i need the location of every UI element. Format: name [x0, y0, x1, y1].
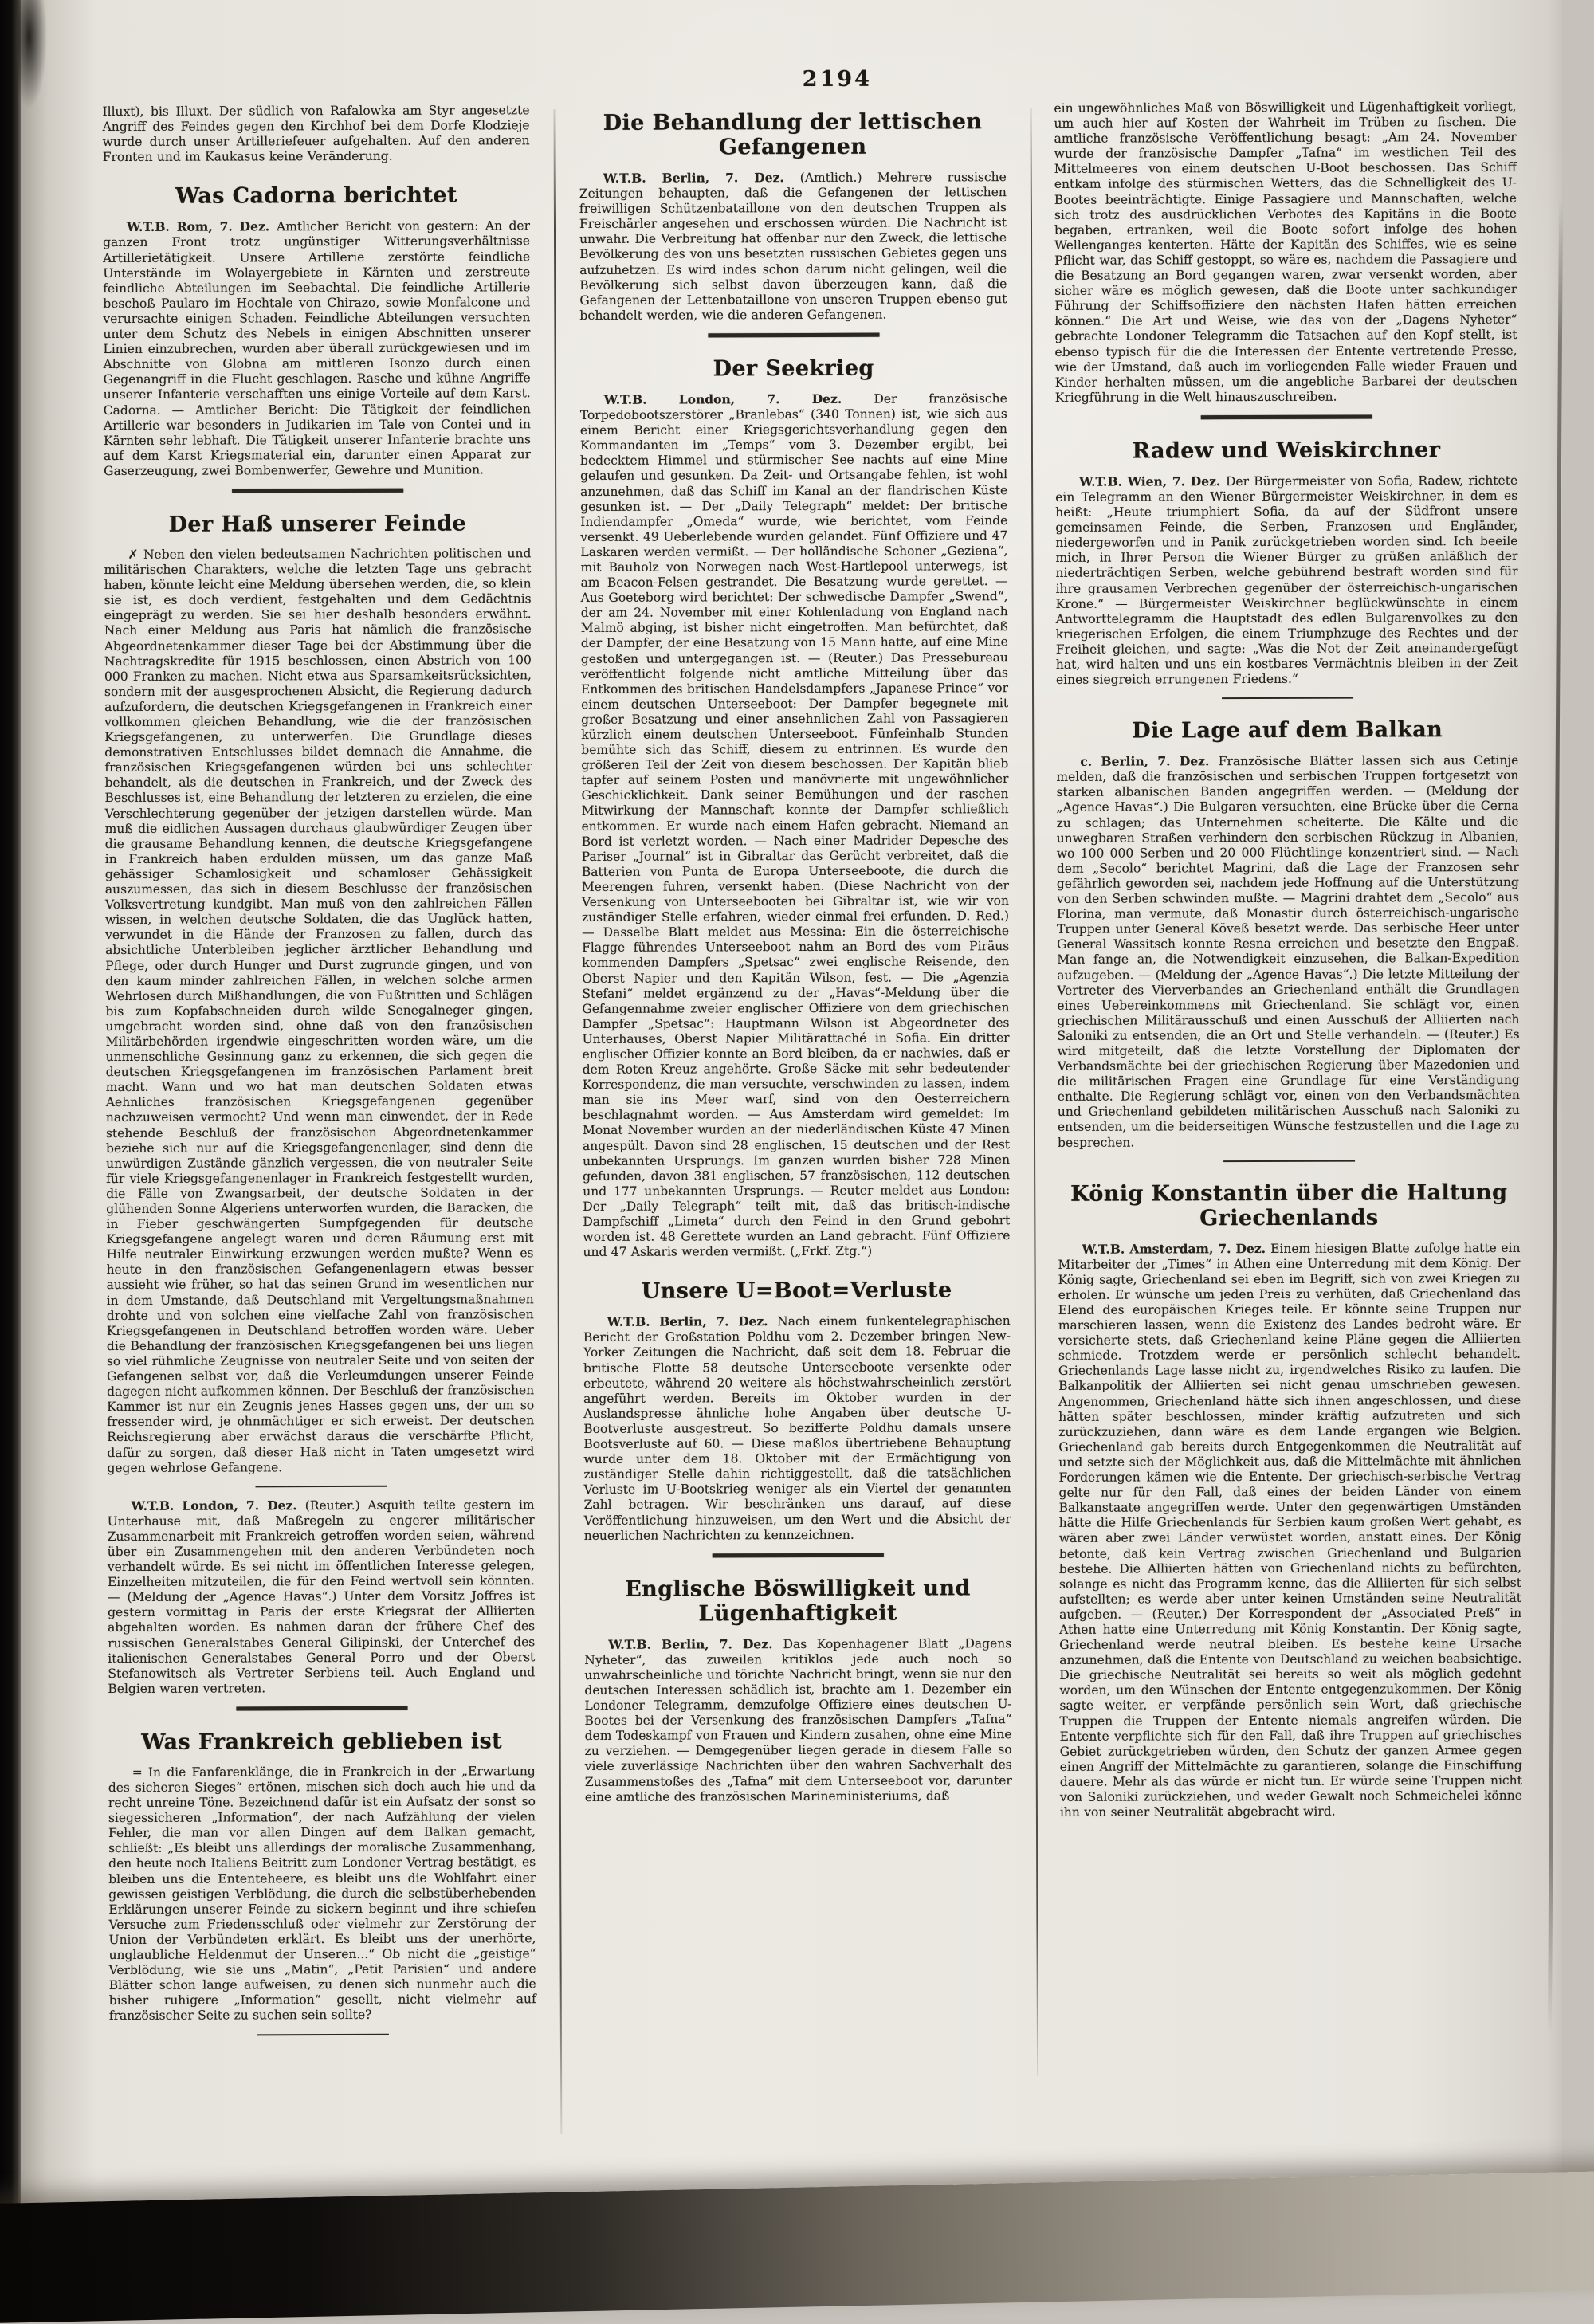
- article-paragraph: c. Berlin, 7. Dez. Französische Blätter lassen sich aus Cetinje melden, daß die französischen und serbischen Truppen fortgesetzt von starken albanischen Banden angegriffen werden. — (Meldung der „Agence Havas“.) Die Bulgaren versuchten, eine Brücke über die Cerna zu schlagen; das Unternehmen scheiterte. Die Kälte und die unwegbaren Straßen verhindern den serbischen Rückzug in Albanien, wo 100 000 Serben und 20 000 Flüchtlinge konzentriert sind. — Nach dem „Secolo“ berichtet Magrini, daß die Lage der Franzosen sehr gefährlich geworden sei, nachdem jede Hoffnung auf die Unterstützung von den Serben schwinden mußte. — Magrini drahtet dem „Secolo“ aus Florina, man vermute, daß Monastir durch österreichisch-ungarische Truppen unter General Köveß besetzt werde. Das serbische Heer unter General Wassitsch konnte Resna erreichen und besetzte den Engpaß. Man fange an, die Notwendigkeit einzusehen, die Balkan-Expedition aufzugeben. — (Meldung der „Agence Havas“.) Die letzte Mitteilung der Vertreter des Vierverbandes an Griechenland enthält die Grundlagen eines Uebereinkommens mit Griechenland. Sie schlägt vor, einen griechischen Militärausschuß und einen Ausschuß der Alliierten nach Saloniki zu entsenden, die an Ort und Stelle verhandeln. — (Reuter.) Es wird mitgeteilt, daß die letzte Vorstellung der Diplomaten der Verbandsmächte bei der griechischen Regierung über Mazedonien und die militärischen Fragen eine Grundlage für eine Verständigung enthalte. Die Regierung schlägt vor, einen von den Verbandsmächten und Griechenland gebildeten militärischen Ausschuß nach Saloniki zu entsenden, um die beiderseitigen Wünsche festzustellen und die Lage zu besprechen.: [1056, 753, 1520, 1150]
- section-divider: [1200, 414, 1372, 419]
- dateline: W.T.B. Berlin, 7. Dez.: [603, 169, 800, 186]
- article-paragraph: W.T.B. London, 7. Dez. (Reuter.) Asquith teilte gestern im Unterhause mit, daß Maßregeln zu engerer militärischer Zusammenarbeit mit Frankreich getroffen worden seien, während über ein Zusammengehen mit den anderen Verbündeten noch verhandelt würde. Es sei nicht im öffentlichen Interesse gelegen, Einzelheiten mitzuteilen, die für den Feind wertvoll sein könnten. — (Meldung der „Agence Havas“.) Unter dem Vorsitz Joffres ist gestern vormittag in Paris der erste Kriegsrat der Alliierten abgehalten worden. Es nahmen daran der frühere Chef des russischen Generalstabes General Gilipinski, der Unterchef des italienischen Generalstabes General Porro und der Oberst Stefanowitsch als Vertreter Serbiens teil. Auch England und Belgien waren vertreten.: [107, 1497, 536, 1696]
- article-headline: Der Haß unserer Feinde: [168, 511, 467, 537]
- column-3: [1054, 100, 1522, 1820]
- section-divider: [257, 2033, 388, 2035]
- article-paragraph: = In die Fanfarenklänge, die in Frankreich in der „Erwartung des sicheren Sieges“ ertönen, mischen sich doch auch hie und da recht unreine Töne. Bezeichnend dafür ist ein Aufsatz der sonst so siegessicheren „Information“, der nach Aufzählung der vielen Fehler, die man vor allen Dingen auf dem Balkan gemacht, schließt: „Es bleibt uns allerdings der moralische Zusammenhang, den heute noch Italiens Beitritt zum Londoner Vertrag bestätigt, es bleiben uns die Ententeheere, es bleibt uns die Wohlfahrt einer gewissen geistigen Verblödung, die durch die selbstüberhebenden Erklärungen unserer Feinde zu sickern beginnt und ihre schiefen Versuche zum Friedensschluß oder vielmehr zur Zerstörung der Union der Verbündeten erklärt. Es bleibt uns der unerhörte, unglaubliche Heldenmut der Unseren...“ Ob nicht die „geistige“ Verblödung, wie sie uns „Matin“, „Petit Parisien“ und andere Blätter schon lange aufweisen, zu denen sich nunmehr auch die bisher ruhigere „Information“ gesellt, nicht vielmehr auf französischer Seite zu suchen sein sollte?: [108, 1764, 536, 2024]
- article-paragraph: W.T.B. Wien, 7. Dez. Der Bürgermeister von Sofia, Radew, richtete ein Telegramm an den Wiener Bürgermeister Weiskirchner, in dem es heißt: „Heute triumphiert Sofia, da auf der Südfront unsere gemeinsamen Feinde, die Serben, Franzosen und Engländer, niedergeworfen und in Panik zurückgetrieben worden sind. Ich beeile mich, in Ihrer Person die Wiener Bürger zu grüßen anläßlich der niederträchtigen Serben, welche gebührend bestraft worden sind für ihre grausamen Verbrechen gegenüber der österreichisch-ungarischen Krone.“ — Bürgermeister Weiskirchner beglückwünschte in einem Antworttelegramm die Hauptstadt des edlen Bulgarenvolkes zu den kriegerischen Erfolgen, die einem Triumphzuge des Rechtes und der Freiheit gleichen, und sagte: „Was die Not der Zeit aneinandergefügt hat, wird halten und uns ein kostbares Vermächtnis bleiben in der Zeit eines siegreich errungenen Friedens.“: [1055, 473, 1518, 687]
- section-divider: [236, 1706, 407, 1711]
- dateline: W.T.B. Berlin, 7. Dez.: [607, 1313, 778, 1330]
- article-paragraph: W.T.B. Rom, 7. Dez. Amtlicher Bericht von gestern: An der ganzen Front trotz ungünstiger Witterungsverhältnisse Artillerietätigkeit. Unsere Artillerie zerstörte feindliche Unterstände im Wolayergebiete in Kärnten und zerstreute feindliche Abteilungen im Seebachtal. Die feindliche Artillerie beschoß Paularo im Hochtale von Chirazo, sowie Monfalcone und verursachte einigen Schaden. Feindliche Abteilungen versuchten unter dem Schutz des Nebels in einigen Abschnitten unserer Linien einzubrechen, wurden aber überall zurückgewiesen und im Abschnitte von Globna am mittleren Isonzo durch einen Gegenangriff in die Flucht geschlagen. Rasche und kühne Angriffe unserer Infanterie verschafften uns einige Vorteile auf dem Karst. Cadorna. — Amtlicher Bericht: Die Tätigkeit der feindlichen Artillerie war besonders in Judikarien im Tale von Contei und in Kärnten sehr lebhaft. Die Tätigkeit unserer Infanterie brachte uns auf dem Karst Kriegsmaterial ein, darunter einen Apparat zur Gaserzeugung, zwei Bombenwerfer, Gewehre und Munition.: [103, 218, 532, 478]
- article-headline: Der Seekrieg: [713, 355, 874, 382]
- article-headline: Was Frankreich geblieben ist: [141, 1729, 503, 1755]
- section-divider: [1222, 697, 1353, 700]
- scan-corner-smudge: [18, 0, 56, 128]
- dateline: W.T.B. Amsterdam, 7. Dez.: [1082, 1240, 1271, 1257]
- dateline: W.T.B. Wien, 7. Dez.: [1079, 473, 1227, 489]
- dateline: W.T.B. Rom, 7. Dez.: [126, 218, 277, 235]
- section-divider: [712, 1553, 883, 1557]
- dateline: W.T.B. Berlin, 7. Dez.: [608, 1635, 783, 1652]
- article-headline: Englische Böswilligkeit und Lügenhaftigkeit: [625, 1575, 971, 1627]
- article-paragraph: ein ungewöhnliches Maß von Böswilligkeit und Lügenhaftigkeit vorliegt, um auch hier auf Kosten der Wahrheit im Trüben zu fischen. Die amtliche französische Veröffentlichung besagt: „Am 24. November wurde der französische Dampfer „Tafna“ im westlichen Teil des Mittelmeeres von einem deutschen U-Boot beschossen. Das Schiff entkam infolge des stürmischen Wetters, das die Schnelligkeit des U-Bootes beeinträchtigte. Einige Passagiere und Mannschaften, welche sich trotz des ausdrücklichen Verbotes des Kapitäns in die Boote begaben, ertranken, weil die Boote sofort infolge des hohen Wellenganges kenterten. Hätte der Kapitän des Schiffes, wie es seine Pflicht war, das Schiff gestoppt, so wäre es, nachdem die Passagiere und die Besatzung an Bord gegangen waren, zwar versenkt worden, aber sicher wäre es möglich gewesen, daß die Boote unter sachkundiger Führung der Schiffsoffiziere den nächsten Hafen hätten erreichen können.“ Die Art und Weise, wie das von der „Dagens Nyheter“ gebrachte Londoner Telegramm die Tatsachen auf den Kopf stellt, ist ebenso typisch für die die Interessen der Entente vertretende Presse, wie der Umstand, daß auch im vorliegenden Falle wieder Frauen und Kinder herhalten müssen, um die angebliche Barbarei der deutschen Kriegführung in die Welt hinauszuschreiben.: [1054, 99, 1517, 405]
- article-paragraph: W.T.B. Amsterdam, 7. Dez. Einem hiesigen Blatte zufolge hatte ein Mitarbeiter der „Times“ in Athen eine Unterredung mit dem König. Der König sagte, Griechenland sei eben im Begriff, sich von zwei Kriegen zu erholen. Er wünsche um jeden Preis zu verhüten, daß Griechenland das Elend des europäischen Krieges teile. Er könnte seine Truppen nur marschieren lassen, wenn die Existenz des Landes bedroht wäre. Er versicherte stets, daß Griechenland keine Pläne gegen die Alliierten schmiede. Trotzdem werde er persönlich schlecht behandelt. Griechenlands Lage lasse nicht zu, irgendwelches Risiko zu laufen. Die Balkanpolitik der Alliierten sei nicht genau umschrieben gewesen. Angenommen, Griechenland hätte sich ihnen angeschlossen, und diese hätten später beschlossen, minder kräftig aufzutreten und sich zurückzuziehen, dann wäre es dem Lande ergangen wie Belgien. Griechenland gab bereits durch Entgegenkommen die Neutralität auf und setzte sich der Möglichkeit aus, daß die Mittelmächte mit ähnlichen Forderungen kämen wie die Entente. Der griechisch-serbische Vertrag gelte nur für den Fall, daß eines der beiden Länder von einem Balkanstaate angegriffen werde. Unter den gegenwärtigen Umständen hätte die Hilfe Griechenlands für Serbien kaum großen Wert gehabt, es wären aber zwei Länder verwüstet worden, anstatt eines. Der König betonte, daß kein Vertrag zwischen Griechenland und Bulgarien bestehe. Die Alliierten hätten von Griechenland nichts zu befürchten, solange es nicht das Programm kenne, das die Alliierten für sich selbst aufstellten; es werde aber unter keinen Umständen seine Neutralität aufgeben. — (Reuter.) Der Korrespondent der „Associated Preß“ in Athen hatte eine Unterredung mit König Konstantin. Der König sagte, Griechenland werde neutral bleiben. Es bestehe keine Ursache anzunehmen, daß die Entente von Deutschland zu weichen beabsichtige. Die griechische Neutralität sei bereits so weit als möglich gedehnt worden, um den Wünschen der Entente entgegenzukommen. Der König sagte weiter, er verpfände persönlich sein Wort, daß griechische Truppen die Truppen der Entente niemals angreifen würden. Die Entente verpflichte sich für den Fall, daß ihre Truppen auf griechisches Gebiet zurückgetrieben würden, den Schutz der ganzen Armee gegen einen Angriff der Mittelmächte zu garantieren, solange die Einschiffung dauere. Mehr als das würde er nicht tun. Er würde seine Truppen nicht von Saloniki zurückziehen, und weder Gewalt noch Schmeichelei könne ihn von seiner Neutralität abgebracht wird.: [1058, 1240, 1522, 1820]
- article-paragraph: W.T.B. Berlin, 7. Dez. Das Kopenhagener Blatt „Dagens Nyheter“, das zuweilen kritiklos jede auch noch so unwahrscheinliche und törichte Nachricht bringt, wenn sie nur den deutschen Interessen schädlich ist, brachte am 1. Dezember ein Londoner Telegramm, demzufolge Offiziere eines deutschen U-Bootes bei der Versenkung des französischen Dampfers „Tafna“ dem Todeskampf von Frauen und Kindern zusahen, ohne eine Mine zu verziehen. — Demgegenüber liegen gerade in diesem Falle so viele zuverlässige Nachrichten über den wahren Sachverhalt des Zusammenstoßes des „Tafna“ mit dem Unterseeboot vor, darunter eine amtliche des französischen Marineministeriums, daß: [584, 1635, 1012, 1804]
- article-headline: König Konstantin über die Haltung Griechenlands: [1070, 1180, 1508, 1231]
- article-headline: Die Lage auf dem Balkan: [1132, 717, 1443, 744]
- section-divider: [232, 489, 403, 493]
- article-paragraph: W.T.B. London, 7. Dez. Der französische Torpedobootszerstörer „Branlebas“ (340 Tonnen) ist, wie sich aus einem Bericht einer Kriegsgerichtsverhandlung gegen den Kommandanten im „Temps“ vom 3. Dezember ergibt, bei bedecktem Himmel und stürmischer See nachts auf eine Mine gelaufen und gesunken. Da Zeit- und Ortsangabe fehlen, ist wohl anzunehmen, daß das Schiff im Kanal an der flandrischen Küste gesunken ist. — Der „Daily Telegraph“ meldet: Der britische Indiendampfer „Omeda“ wurde, wie berichtet, vom Feinde versenkt. 49 Ueberlebende wurden gelandet. Fünf Offiziere und 47 Laskaren werden vermißt. — Der holländische Schoner „Geziena“, mit Bauholz von Norwegen nach West-Hartlepool unterwegs, ist am Beacon-Felsen gestrandet. Die Besatzung wurde gerettet. — Aus Goeteborg wird berichtet: Der schwedische Dampfer „Swend“, der am 24. November mit einer Kohlenladung von England nach Malmö abging, ist bisher nicht eingetroffen. Man befürchtet, daß der Dampfer, der eine Besatzung von 15 Mann hatte, auf eine Mine gestoßen und untergegangen ist. — (Reuter.) Das Pressebureau veröffentlicht folgende nicht amtliche Mitteilung über das Entkommen des britischen Handelsdampfers „Japanese Prince“ vor einem deutschen Unterseeboot: Der Dampfer begegnete mit großer Besatzung und einer ansehnlichen Zahl von Passagieren kürzlich einem deutschen Unterseeboot. Fünfeinhalb Stunden bemühte sich das Schiff, diesem zu entrinnen. Es wurde den größeren Teil der Zeit von diesem beschossen. Der Kapitän blieb tapfer auf seinem Posten und manövrierte mit ungewöhnlicher Geschicklichkeit. Dank seiner Bemühungen und der raschen Mitwirkung der Mannschaft konnte der Dampfer schließlich entkommen. Er wurde nach einem Hafen gebracht. Niemand an Bord ist verletzt worden. — Nach einer Madrider Depesche des Pariser „Journal“ ist in Gibraltar das Gerücht verbreitet, daß die Batterien von Punta de Europa Unterseeboote, die durch die Meerengen fuhren, versenkt haben. (Diese Nachricht von der Versenkung von Unterseebooten bei Gibraltar ist, wie wir von zuständiger Stelle erfahren, wieder einmal frei erfunden. D. Red.) — Dasselbe Blatt meldet aus Messina: Ein die österreichische Flagge führendes Unterseeboot nahm an Bord des vom Piräus kommenden Dampfers „Spetsac“ zwei englische Reisende, den Oberst Napier und den Kapitän Wilson, fest. — Die „Agenzia Stefani“ meldet ergänzend zu der „Havas“-Meldung über die Gefangennahme zweier englischer Offiziere von dem griechischen Dampfer „Spetsac“: Hauptmann Wilson ist Abgeordneter des Unterhauses, Oberst Napier Militärattaché in Sofia. Ein dritter englischer Offizier konnte an Bord bleiben, da er nachwies, daß er dem Roten Kreuz angehörte. Große Säcke mit sehr bedeutender Korrespondenz, die man versuchte, verschwinden zu lassen, indem man sie ins Meer warf, sind von den Oesterreichern beschlagnahmt worden. — Aus Amsterdam wird gemeldet: Im Monat November wurden an der niederländischen Küste 47 Minen angespült. Davon sind 28 englischen, 15 deutschen und der Rest unbekannten Ursprungs. Im ganzen wurden bisher 728 Minen gefunden, davon 381 englischen, 57 französischen, 112 deutschen und 177 unbekannten Ursprungs. — Reuter meldet aus London: Der „Daily Telegraph“ teilt mit, daß das britisch-indische Dampfschiff „Limeta“ durch den Feind in den Grund gebohrt worden ist. 48 Gerettete wurden an Land gebracht. Fünf Offiziere und 47 Askaris werden vermißt. („Frkf. Ztg.“): [579, 391, 1011, 1260]
- article-headline: Was Cadorna berichtet: [175, 183, 457, 210]
- column-2: [579, 96, 1011, 1805]
- dateline: c. Berlin, 7. Dez.: [1080, 753, 1219, 769]
- article-paragraph: Illuxt), bis Illuxt. Der südlich von Rafalowka am Styr angesetzte Angriff des Feindes gegen den Kirchhof bei dem Dorfe Klodzieje wurde durch unser Artilleriefeuer aufgehalten. Auf den anderen Fronten und im Kaukasus keine Veränderung.: [102, 103, 530, 165]
- article-paragraph: W.T.B. Berlin, 7. Dez. (Amtlich.) Mehrere russische Zeitungen behaupten, daß die Gefangenen der lettischen freiwilligen Schützenbataillone von den deutschen Truppen als Freischärler angesehen und erschossen würden. Die Nachricht ist unwahr. Die Verbreitung hat offenbar nur den Zweck, die lettische Bevölkerung des von uns besetzten russischen Gebietes gegen uns aufzuhetzen. Es wird indes schon darum nicht gelingen, weil die Bevölkerung sich selbst davon überzeugen kann, daß die Gefangenen der Lettenbataillone von unseren Truppen ebenso gut behandelt werden, wie die anderen Gefangenen.: [579, 169, 1007, 323]
- column-1: [102, 103, 536, 2046]
- section-divider: [708, 333, 879, 338]
- section-divider: [255, 1485, 387, 1487]
- book-spine-edge: [0, 0, 21, 2260]
- article-paragraph: W.T.B. Berlin, 7. Dez. Nach einem funkentelegraphischen Bericht der Großstation Poldhu vom 2. Dezember bringen New-Yorker Zeitungen die Nachricht, daß seit dem 18. Februar die britische Flotte 58 deutsche Unterseeboote versenkte oder erbeutete, während 20 weitere als höchstwahrscheinlich zerstört angeführt werden. Bereits im Oktober wurden in der Auslandspresse ähnliche hohe Angaben über deutsche U-Bootverluste ausgestreut. So bezifferte Poldhu damals unsere Bootsverluste auf 60. — Diese maßlos übertriebene Behauptung wurde unter dem 18. Oktober mit der Ermächtigung von zuständiger Stelle dahin richtiggestellt, daß die tatsächlichen Verluste im U-Bootskrieg weniger als ein Viertel der genannten Zahl betragen. Wir beschränken uns darauf, auf diese Veröffentlichung hinzuweisen, um den Wert und die Absicht der neuerlichen Nachrichten zu kennzeichnen.: [583, 1313, 1011, 1543]
- page-number: 2194: [802, 66, 872, 92]
- section-divider: [1223, 1160, 1355, 1162]
- article-headline: Unsere U=Boot=Verluste: [641, 1278, 952, 1304]
- article-headline: Radew und Weiskirchner: [1132, 438, 1441, 464]
- article-paragraph: ✗ Neben den vielen bedeutsamen Nachrichten politischen und militärischen Charakters, welche die letzten Tage uns gebracht haben, könnte leicht eine Meldung übersehen werden, die, so klein sie ist, es doch verdient, festgehalten und dem Gedächtnis eingeprägt zu werden. Sie sei hier deshalb besonders erwähnt. Nach einer Meldung aus Paris hat nämlich die französische Abgeordnetenkammer dieser Tage bei der Abstimmung über die Nachtragskredite für 1915 beschlossen, einen Abstrich von 100 000 Franken zu machen. Nicht etwa aus Sparsamkeitsrücksichten, sondern mit der ausgesprochenen Absicht, die Regierung dadurch aufzufordern, die deutschen Kriegsgefangenen in Frankreich einer vollkommen gleichen Behandlung, wie die der französischen Kriegsgefangenen, zu unterwerfen. Die Grundlage dieses demonstrativen Entschlusses bildet demnach die Annahme, die französischen Kriegsgefangenen würden bei uns schlechter behandelt, als die deutschen in Frankreich, und der Zweck des Beschlusses ist, eine Behandlung der letzteren zu erzielen, die eine Verschlechterung gegenüber der jetzigen darstellen würde. Man muß die eidlichen Aussagen durchaus glaubwürdiger Zeugen über die grausame Behandlung kennen, die deutsche Kriegsgefangene in Frankreich haben erdulden müssen, um das ganze Maß gehässiger Schamlosigkeit und schamloser Gehässigkeit auszumessen, das sich in diesem Beschlusse der französischen Volksvertretung kundgibt. Man muß von den zahlreichen Fällen wissen, in welchen deutsche Soldaten, die das Unglück hatten, verwundet in die Hände der Franzosen zu fallen, durch das absichtliche Unterbleiben jeglicher ärztlicher Behandlung und Pflege, oder durch Hunger und Durst zugrunde gingen, und von den kaum minder zahlreichen Fällen, in welchen solche armen Wehrlosen durch Mißhandlungen, die von Fußtritten und Schlägen bis zum Kopfabschneiden durch wilde Senegalneger gingen, umgebracht worden sind, ohne daß von den französischen Militärbehörden irgendwie eingeschritten worden wäre, um die unmenschliche Gesinnung ganz zu erkennen, die sich gegen die deutschen Kriegsgefangenen im französischen Parlament breit macht. Wann und wo hat man deutschen Soldaten etwas Aehnliches französischen Kriegsgefangenen gegenüber nachzuweisen vermocht? Und wenn man einwendet, der in Rede stehende Beschluß der französischen Abgeordnetenkammer beziehe sich nur auf die Kriegsgefangenenlager, sind denn die unwürdigen Zustände gänzlich vergessen, die von neutraler Seite für viele Kriegsgefangenenlager in Frankreich festgestellt wurden, die Fälle von Zwangsarbeit, der deutsche Soldaten in der glühenden Sonne Algeriens unterworfen wurden, die Baracken, die in Fieber geschwängerten Sumpfgegenden für deutsche Kriegsgefangene angelegt waren und deren Räumung erst mit Hilfe neutraler Einwirkung erzwungen werden mußte? Wenn es heute in den französischen Gefangenenlagern etwas besser aussieht wie früher, so hat das seinen Grund im wesentlichen nur in dem Umstande, daß Deutschland mit Vergeltungsmaßnahmen drohte und von solchen eine vielfache Zahl von französischen Kriegsgefangenen in Deutschland betroffen worden wäre. Ueber die Behandlung der französischen Kriegsgefangenen bei uns liegen so viel rühmliche Zeugnisse von neutraler Seite und von seiten der Gefangenen selbst vor, daß die Verleumdungen unserer Feinde dagegen nicht aufkommen können. Der Beschluß der französischen Kammer ist nur ein Zeugnis jenes Hasses gegen uns, der um so fressender wird, je ohnmächtiger er sich erweist. Der deutschen Reichsregierung aber erwächst daraus die verschärfte Pflicht, dafür zu sorgen, daß dieser Haß nicht in Taten umgesetzt wird gegen wehrlose Gefangene.: [104, 546, 535, 1475]
- article-headline: Die Behandlung der lettischen Gefangenen: [603, 109, 983, 160]
- dateline: W.T.B. London, 7. Dez.: [131, 1497, 305, 1513]
- dateline: W.T.B. London, 7. Dez.: [603, 391, 874, 407]
